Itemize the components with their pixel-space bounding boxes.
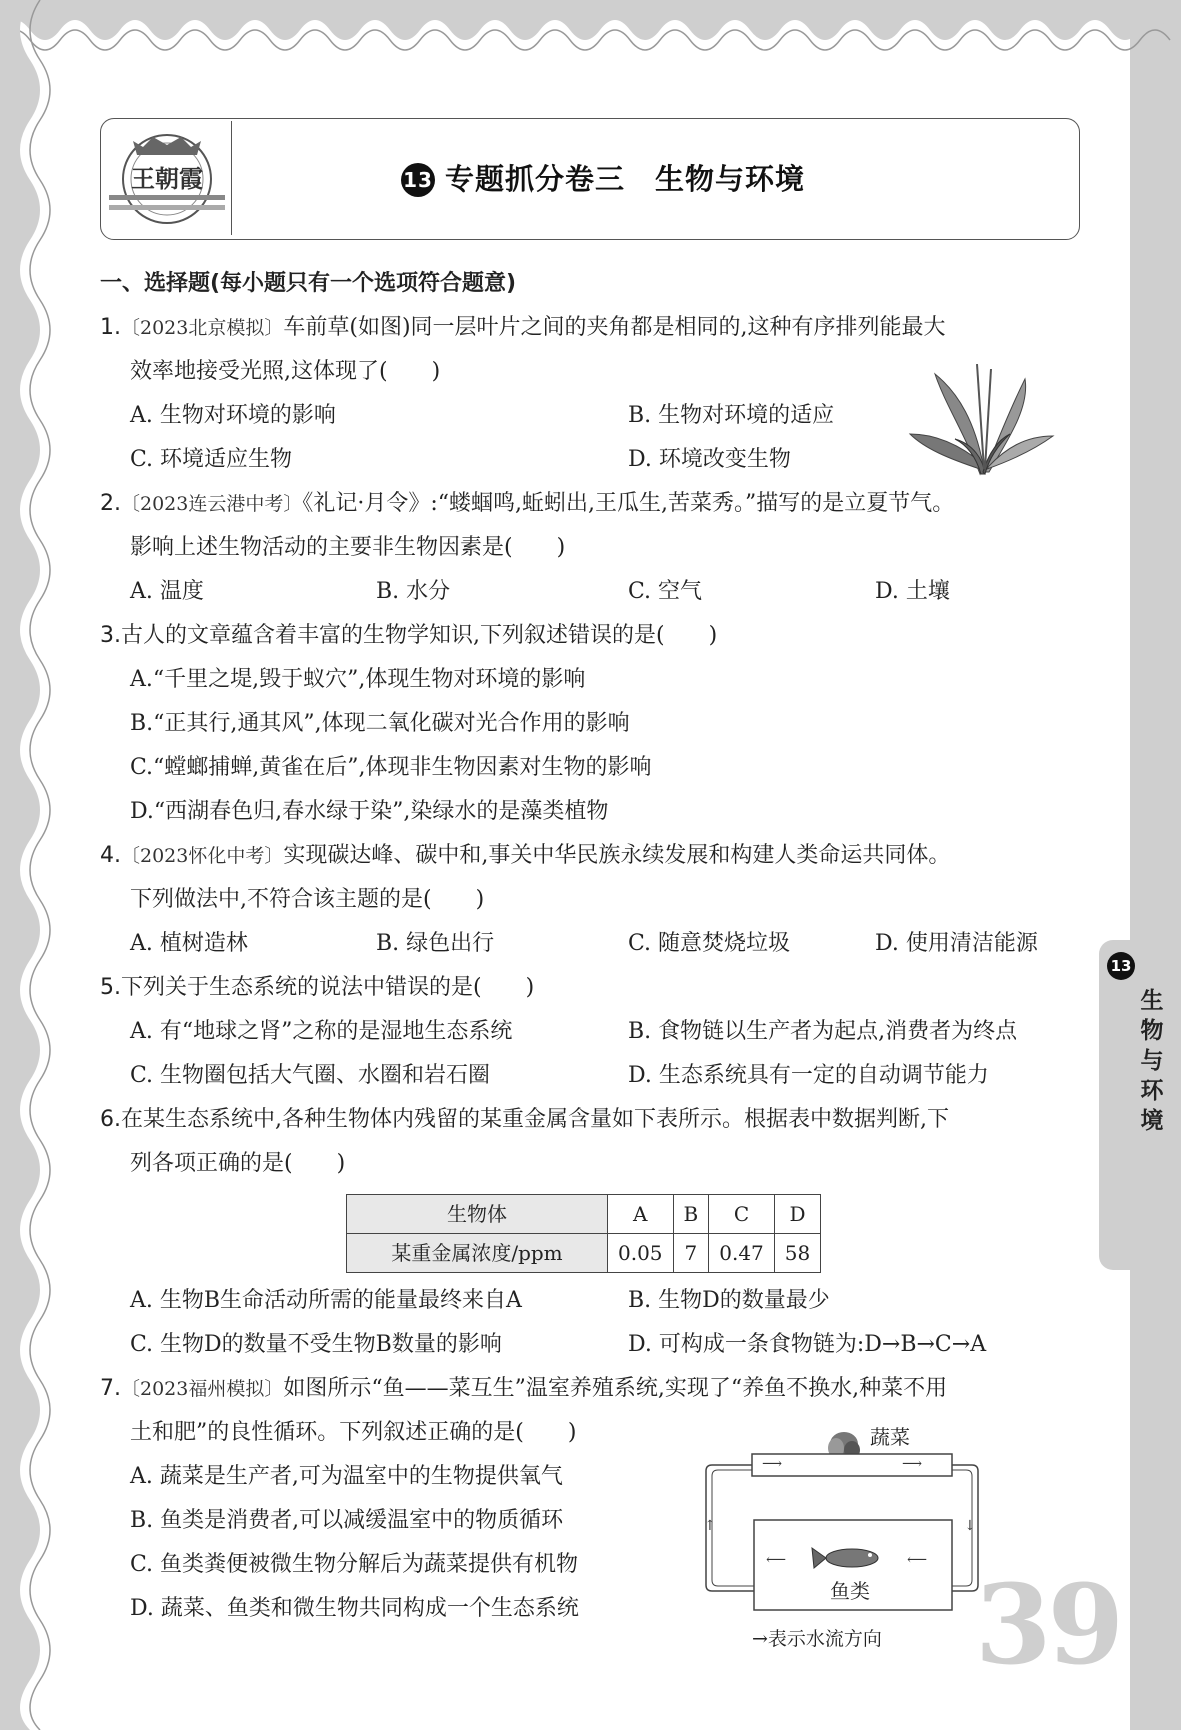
table-cell: 0.05	[608, 1234, 674, 1273]
option-d[interactable]: D. 蔬菜、鱼类和微生物共同构成一个生态系统	[130, 1596, 579, 1621]
option-d[interactable]: D.“西湖春色归,春水绿于染”,染绿水的是藻类植物	[130, 799, 609, 824]
option-c[interactable]: C. 空气	[628, 579, 703, 604]
option-b[interactable]: B.“正其行,通其风”,体现二氧化碳对光合作用的影响	[130, 711, 630, 736]
question-number: 1.	[100, 315, 121, 340]
question-1	[100, 306, 1080, 482]
svg-text:⟵: ⟵	[907, 1552, 928, 1568]
question-stem-cont: 下列做法中,不符合该主题的是( )	[130, 887, 485, 912]
table-cell: 0.47	[709, 1234, 775, 1273]
option-c[interactable]: C. 生物圈包括大气圈、水圈和岩石圈	[130, 1063, 491, 1088]
header-banner	[100, 118, 1080, 240]
question-stem: 如图所示“鱼——菜互生”温室养殖系统,实现了“养鱼不换水,种菜不用	[283, 1376, 948, 1401]
flow-legend: →表示水流方向	[752, 1628, 882, 1650]
question-stem: 在某生态系统中,各种生物体内残留的某重金属含量如下表所示。根据表中数据判断,下	[121, 1107, 949, 1132]
table-header-cell: 生物体	[347, 1195, 608, 1234]
svg-text:⟶: ⟶	[902, 1456, 923, 1472]
question-number: 2.	[100, 491, 121, 516]
question-number: 3.	[100, 623, 121, 648]
svg-text:↓: ↓	[964, 1518, 976, 1534]
option-c[interactable]: C. 环境适应生物	[130, 447, 293, 472]
option-a[interactable]: A. 生物B生命活动所需的能量最终来自A	[130, 1288, 522, 1313]
option-d[interactable]: D. 可构成一条食物链为:D→B→C→A	[628, 1332, 987, 1357]
table-cell: A	[608, 1195, 674, 1234]
table-row	[347, 1234, 821, 1273]
svg-text:⟶: ⟶	[762, 1456, 783, 1472]
option-c[interactable]: C. 生物D的数量不受生物B数量的影响	[130, 1332, 502, 1357]
question-stem: 《礼记·月令》:“蝼蝈鸣,蚯蚓出,王瓜生,苦菜秀。”描写的是立夏节气。	[302, 491, 955, 516]
question-number: 7.	[100, 1376, 121, 1401]
fish-vegetable-system-diagram	[702, 1420, 982, 1655]
svg-text:↑: ↑	[704, 1518, 716, 1534]
option-c[interactable]: C. 鱼类粪便被微生物分解后为蔬菜提供有机物	[130, 1552, 579, 1577]
question-stem-cont: 效率地接受光照,这体现了( )	[130, 359, 441, 384]
question-source: 〔2023怀化中考〕	[121, 845, 284, 867]
option-b[interactable]: B. 鱼类是消费者,可以减缓温室中的物质循环	[130, 1508, 564, 1533]
option-b[interactable]: B. 绿色出行	[376, 931, 495, 956]
option-d[interactable]: D. 土壤	[875, 579, 950, 604]
option-d[interactable]: D. 环境改变生物	[628, 447, 791, 472]
question-number: 5.	[100, 975, 121, 1000]
chapter-side-label: 生物与环境	[1140, 988, 1164, 1134]
question-stem-cont: 影响上述生物活动的主要非生物因素是( )	[130, 535, 566, 560]
question-number: 4.	[100, 843, 121, 868]
option-b[interactable]: B. 水分	[376, 579, 451, 604]
vegetable-label: 蔬菜	[870, 1425, 910, 1449]
table-cell: 58	[774, 1234, 820, 1273]
logo-text: 王朝霞	[131, 164, 203, 193]
question-2	[100, 482, 1080, 614]
option-b[interactable]: B. 生物D的数量最少	[628, 1288, 830, 1313]
question-stem-cont: 列各项正确的是( )	[130, 1151, 346, 1176]
question-3	[100, 614, 1080, 834]
option-a[interactable]: A.“千里之堤,毁于蚁穴”,体现生物对环境的影响	[130, 667, 586, 692]
option-d[interactable]: D. 使用清洁能源	[875, 931, 1038, 956]
option-c[interactable]: C.“螳螂捕蝉,黄雀在后”,体现非生物因素对生物的影响	[130, 755, 652, 780]
page-number: 39	[975, 1560, 1121, 1689]
question-number: 6.	[100, 1107, 121, 1132]
chapter-side-tab	[1099, 940, 1181, 1270]
question-stem: 车前草(如图)同一层叶片之间的夹角都是相同的,这种有序排列能最大	[283, 315, 946, 340]
option-b[interactable]: B. 食物链以生产者为起点,消费者为终点	[628, 1019, 1018, 1044]
option-a[interactable]: A. 有“地球之肾”之称的是湿地生态系统	[130, 1019, 513, 1044]
question-source: 〔2023福州模拟〕	[121, 1378, 284, 1400]
decorative-border-left	[0, 0, 60, 1730]
question-source: 〔2023北京模拟〕	[121, 317, 284, 339]
option-a[interactable]: A. 生物对环境的影响	[130, 403, 336, 428]
fish-label: 鱼类	[830, 1579, 870, 1603]
table-cell: C	[709, 1195, 775, 1234]
chapter-number-badge: 13	[401, 163, 435, 197]
brand-logo	[103, 121, 232, 235]
option-a[interactable]: A. 温度	[130, 579, 204, 604]
question-4	[100, 834, 1080, 966]
option-b[interactable]: B. 生物对环境的适应	[628, 403, 835, 428]
question-stem: 古人的文章蕴含着丰富的生物学知识,下列叙述错误的是( )	[121, 623, 718, 648]
option-a[interactable]: A. 植树造林	[130, 931, 248, 956]
table-cell: 7	[673, 1234, 709, 1273]
option-a[interactable]: A. 蔬菜是生产者,可为温室中的生物提供氧气	[130, 1464, 563, 1489]
question-stem: 下列关于生态系统的说法中错误的是( )	[121, 975, 535, 1000]
metal-concentration-table	[346, 1194, 821, 1273]
option-c[interactable]: C. 随意焚烧垃圾	[628, 931, 791, 956]
table-header-cell: 某重金属浓度/ppm	[347, 1234, 608, 1273]
question-source: 〔2023连云港中考〕	[121, 493, 303, 515]
page-title	[401, 157, 805, 198]
table-cell: D	[774, 1195, 820, 1234]
section-heading: 一、选择题(每小题只有一个选项符合题意)	[100, 271, 517, 296]
question-6	[100, 1098, 1080, 1367]
decorative-border-top	[0, 0, 1181, 60]
option-d[interactable]: D. 生态系统具有一定的自动调节能力	[628, 1063, 989, 1088]
chapter-number-badge: 13	[1107, 952, 1135, 980]
svg-text:⟵: ⟵	[766, 1552, 787, 1568]
question-stem-cont: 土和肥”的良性循环。下列叙述正确的是( )	[130, 1420, 577, 1445]
question-5	[100, 966, 1080, 1098]
table-row	[347, 1195, 821, 1234]
title-text: 专题抓分卷三 生物与环境	[445, 162, 806, 196]
table-cell: B	[673, 1195, 709, 1234]
question-stem: 实现碳达峰、碳中和,事关中华民族永续发展和构建人类命运共同体。	[283, 843, 951, 868]
